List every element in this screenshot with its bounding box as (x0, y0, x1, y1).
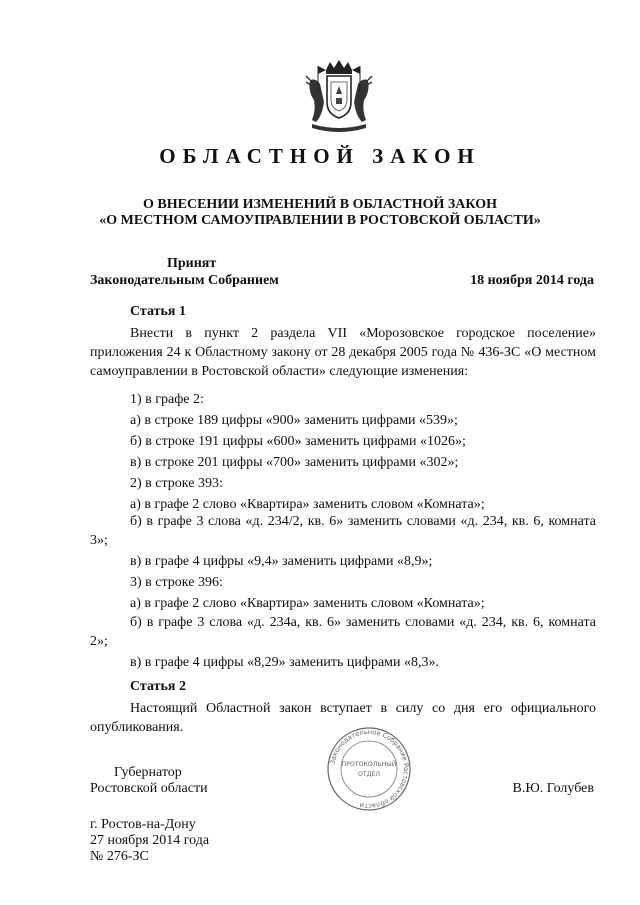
article-2-text: Настоящий Областной закон вступает в силу со дня его официального опубликования. (90, 701, 596, 735)
official-stamp (326, 726, 412, 812)
footer-number: № 276-ЗС (90, 849, 149, 864)
accepted-date: 18 ноября 2014 года (470, 273, 594, 288)
article-1-item: б) в графе 3 слова «д. 234а, кв. 6» заменить словами «д. 234, кв. 6, комната 2»; (90, 615, 596, 649)
subtitle-line-2: «О МЕСТНОМ САМОУПРАВЛЕНИИ В РОСТОВСКОЙ ОБЛАСТИ» (99, 213, 541, 228)
article-1-item: 3) в строке 396: (130, 575, 223, 590)
stamp-outer-text: Законодательное Собрание Ростовской области (328, 727, 411, 811)
article-1-item: 1) в графе 2: (130, 392, 204, 407)
stamp-inner-line-2: ОТДЕЛ (357, 771, 381, 778)
article-1-item: а) в графе 2 слово «Квартира» заменить словом «Комната»; (130, 596, 485, 611)
coat-of-arms-icon (300, 58, 378, 136)
article-1-item: в) в графе 4 цифры «8,29» заменить цифрами «8,3». (130, 655, 440, 670)
subtitle-line-1: О ВНЕСЕНИИ ИЗМЕНЕНИЙ В ОБЛАСТНОЙ ЗАКОН (143, 197, 497, 212)
article-1-heading: Статья 1 (130, 304, 186, 319)
article-1-intro: Внести в пункт 2 раздела VII «Морозовское городское поселение» приложения 24 к Областному закону от 28 декабря 2005 года № 436-ЗС «О местном самоуправлении в Ростовской области» следующие изменения: (90, 326, 596, 379)
article-1-item: в) в строке 201 цифры «700» заменить цифрами «302»; (130, 455, 459, 470)
signatory-name: В.Ю. Голубев (512, 781, 594, 796)
article-1-item: а) в графе 2 слово «Квартира» заменить словом «Комната»; (130, 497, 485, 512)
article-1-item: в) в графе 4 цифры «9,4» заменить цифрами «8,9»; (130, 554, 433, 569)
signatory-position-line-2: Ростовской области (90, 781, 208, 796)
stamp-inner-line-1: ПРОТОКОЛЬНЫЙ (341, 761, 397, 768)
signatory-position-line-1: Губернатор (114, 765, 182, 780)
article-2-heading: Статья 2 (130, 679, 186, 694)
article-1-item: 2) в строке 393: (130, 476, 223, 491)
article-1-item: а) в строке 189 цифры «900» заменить цифрами «539»; (130, 413, 458, 428)
footer-city: г. Ростов-на-Дону (90, 817, 196, 832)
accepted-by: Законодательным Собранием (90, 273, 279, 288)
document-title: ОБЛАСТНОЙ ЗАКОН (159, 144, 481, 168)
footer-date: 27 ноября 2014 года (90, 833, 210, 848)
article-1-item: б) в графе 3 слова «д. 234/2, кв. 6» заменить словами «д. 234, кв. 6, комната 3»; (90, 514, 596, 548)
article-1-item: б) в строке 191 цифры «600» заменить цифрами «1026»; (130, 434, 466, 449)
accepted-label: Принят (167, 256, 217, 271)
